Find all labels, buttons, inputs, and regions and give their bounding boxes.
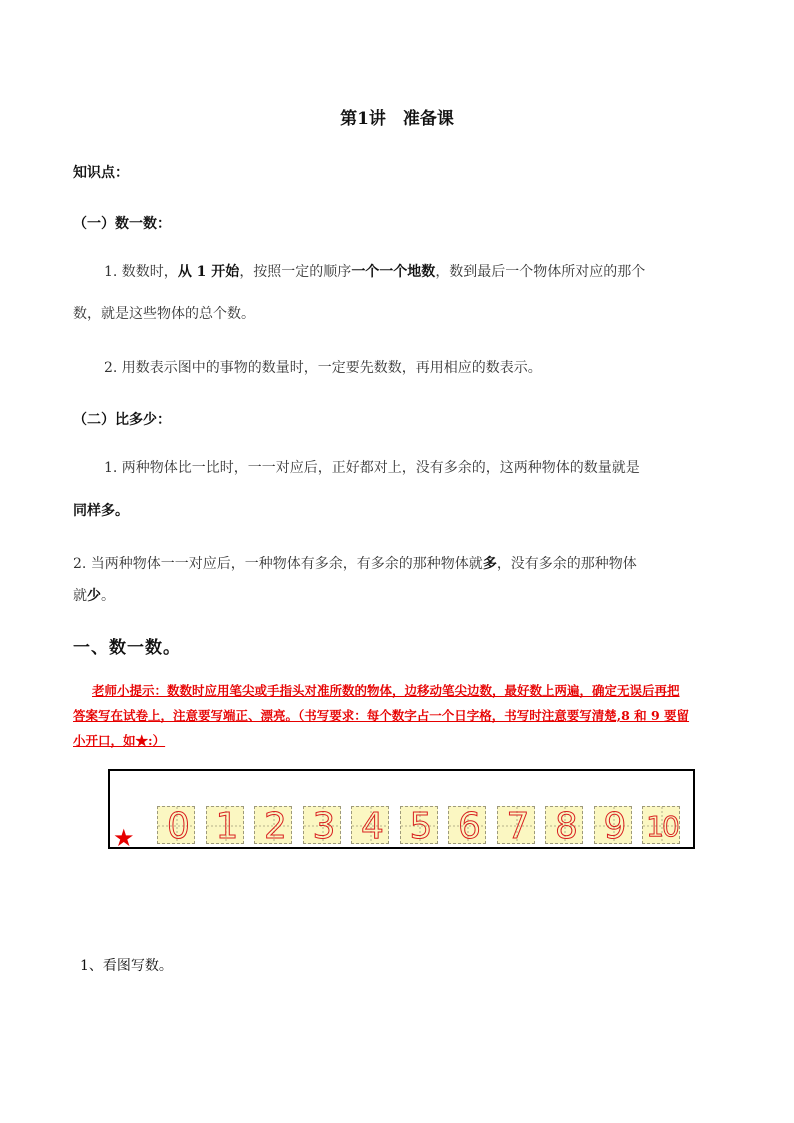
text-span: 就 (73, 588, 87, 604)
page-title: 第1讲 准备课 (340, 109, 454, 129)
digit-cell (303, 806, 341, 844)
digit-glyph: 4 (361, 806, 381, 844)
digit-glyph: 5 (409, 806, 430, 844)
text-span: ，数到最后一个物体所对应的那个 (435, 264, 646, 280)
part1-heading: （一）数一数： (73, 216, 171, 232)
bold-span: 多 (482, 556, 497, 572)
digit-glyph: 10 (646, 810, 678, 843)
text-span: 1. 数数时， (104, 264, 178, 280)
star-icon: ★ (113, 824, 135, 852)
digit-glyph: 8 (555, 806, 575, 844)
question1: 1、看图写数。 (80, 958, 173, 974)
bold-span: 一个一个地数 (351, 264, 436, 280)
digit-glyph: 7 (506, 806, 527, 844)
text-span: ，没有多余的那种物体 (496, 556, 637, 572)
teacher-tip-line3 (73, 731, 165, 749)
tip-text: 答案写在试卷上，注意要写端正、漂亮。（书写要求：每个数字占一个日字格，书写时注意要写清楚,8 和 9 要留 (73, 708, 690, 723)
digit-cell (400, 806, 438, 844)
bold-span: 从 1 开始 (177, 264, 240, 280)
digit-glyph: 3 (312, 806, 333, 844)
digit-cell (206, 806, 244, 844)
digit-cell (497, 806, 535, 844)
part2-item2-line1 (73, 553, 637, 573)
tip-text: 老师小提示：数数时应用笔尖或手指头对准所数的物体，边移动笔尖边数，最好数上两遍，确定无误后再把 (92, 683, 680, 698)
digit-cell (594, 806, 632, 844)
digit-cell (448, 806, 486, 844)
digit-cell (642, 806, 680, 844)
text-span: ，按照一定的顺序 (239, 264, 352, 280)
part2-item1-line2: 同样多。 (73, 503, 129, 519)
part1-item1-line1 (104, 261, 645, 281)
digit-cell (254, 806, 292, 844)
section1-heading: 一、数一数。 (73, 638, 181, 658)
digit-cell (157, 806, 195, 844)
digit-cell (545, 806, 583, 844)
digit-cell (351, 806, 389, 844)
part1-item2: 2. 用数表示图中的事物的数量时，一定要先数数，再用相应的数表示。 (104, 360, 542, 376)
digit-glyph: 9 (603, 806, 624, 844)
teacher-tip-line2 (73, 706, 689, 724)
teacher-tip-line1 (92, 681, 680, 699)
digit-glyph: 2 (264, 806, 284, 844)
bold-span: 少 (87, 588, 101, 604)
digit-glyph: 1 (215, 806, 236, 844)
part2-item2-line2 (73, 585, 115, 605)
part1-item1-line2: 数，就是这些物体的总个数。 (73, 306, 255, 322)
knowledge-label: 知识点： (73, 165, 129, 181)
tip-text: 小开口，如★:） (73, 733, 166, 748)
digit-glyph: 0 (167, 806, 187, 844)
digit-glyph: 6 (458, 806, 478, 844)
text-span: 2. 当两种物体一一对应后，一种物体有多余，有多余的那种物体就 (73, 556, 483, 572)
part2-item1-line1: 1. 两种物体比一比时，一一对应后，正好都对上，没有多余的，这两种物体的数量就是 (104, 460, 640, 476)
text-span: 。 (101, 588, 115, 604)
part2-heading: （二）比多少： (73, 412, 171, 428)
